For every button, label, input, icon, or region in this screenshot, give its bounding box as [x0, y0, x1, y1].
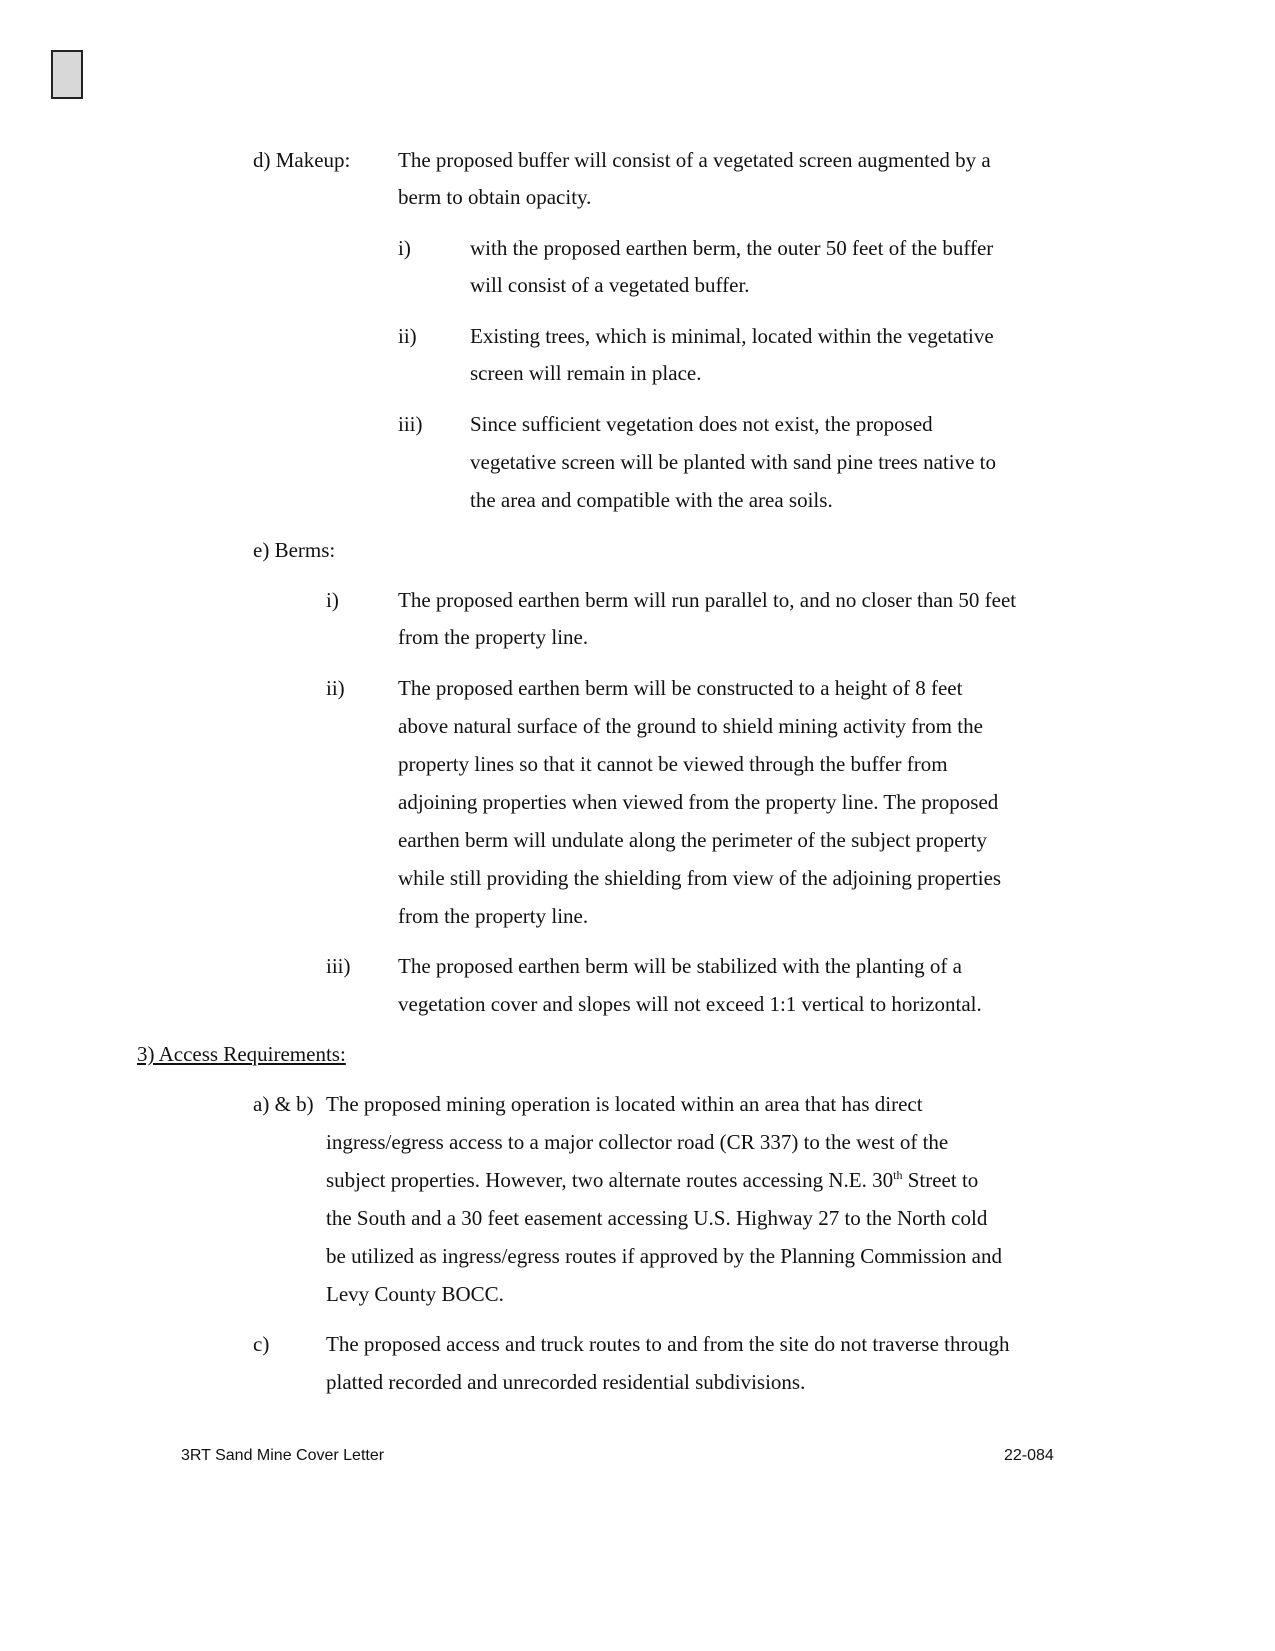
berms-label: e) Berms: [253, 538, 336, 562]
makeup-item-line: vegetative screen will be planted with sand pine trees native to [470, 450, 996, 474]
makeup-item-line: the area and compatible with the area soils. [470, 488, 833, 512]
berms-item-line: vegetation cover and slopes will not exceed 1:1 vertical to horizontal. [398, 992, 982, 1016]
footer-project-number: 22-084 [1004, 1447, 1054, 1464]
berms-item-line: property lines so that it cannot be viewed through the buffer from [398, 752, 948, 776]
access-ab-line: ingress/egress access to a major collector road (CR 337) to the west of the [326, 1130, 949, 1154]
berms-item-marker: iii) [326, 954, 351, 978]
access-c-marker: c) [253, 1332, 270, 1356]
berms-item-line: The proposed earthen berm will be constructed to a height of 8 feet [398, 676, 963, 700]
access-ab-line [326, 1168, 978, 1192]
corner-box [51, 50, 83, 99]
berms-item-marker: ii) [326, 676, 345, 700]
makeup-item-line: Existing trees, which is minimal, located within the vegetative [470, 324, 994, 348]
access-ab-text: subject properties. However, two alternate routes accessing N.E. 30 [326, 1168, 894, 1192]
berms-item-line: adjoining properties when viewed from the property line. The proposed [398, 790, 999, 814]
access-c-line: platted recorded and unrecorded residential subdivisions. [326, 1370, 806, 1394]
makeup-item-marker: ii) [398, 324, 417, 348]
berms-item-line: earthen berm will undulate along the perimeter of the subject property [398, 828, 987, 852]
access-ab-line: be utilized as ingress/egress routes if approved by the Planning Commission and [326, 1244, 1002, 1268]
footer-title: 3RT Sand Mine Cover Letter [181, 1447, 385, 1464]
berms-item-line: from the property line. [398, 625, 589, 649]
access-ab-text: Street to [902, 1168, 979, 1192]
access-ab-line: The proposed mining operation is located within an area that has direct [326, 1092, 923, 1116]
access-ab-line: the South and a 30 feet easement accessing U.S. Highway 27 to the North cold [326, 1206, 988, 1230]
makeup-item-line: with the proposed earthen berm, the outer 50 feet of the buffer [470, 236, 994, 260]
makeup-item-line: screen will remain in place. [470, 361, 702, 385]
makeup-text-line: The proposed buffer will consist of a vegetated screen augmented by a [398, 148, 991, 172]
berms-item-line: The proposed earthen berm will be stabilized with the planting of a [398, 954, 962, 978]
access-ab-line: Levy County BOCC. [326, 1282, 504, 1306]
makeup-item-marker: i) [398, 236, 411, 260]
berms-item-line: The proposed earthen berm will run parallel to, and no closer than 50 feet [398, 588, 1017, 612]
makeup-label: d) Makeup: [253, 148, 351, 172]
ordinal-superscript: th [893, 1168, 903, 1182]
berms-item-marker: i) [326, 588, 339, 612]
makeup-item-line: will consist of a vegetated buffer. [470, 273, 750, 297]
berms-item-line: from the property line. [398, 904, 589, 928]
berms-item-line: while still providing the shielding from view of the adjoining properties [398, 866, 1002, 890]
makeup-item-marker: iii) [398, 412, 423, 436]
access-ab-marker: a) & b) [253, 1092, 314, 1116]
access-heading: 3) Access Requirements: [137, 1042, 346, 1066]
makeup-item-line: Since sufficient vegetation does not exist, the proposed [470, 412, 933, 436]
berms-item-line: above natural surface of the ground to shield mining activity from the [398, 714, 983, 738]
access-c-line: The proposed access and truck routes to and from the site do not traverse through [326, 1332, 1010, 1356]
makeup-text-line: berm to obtain opacity. [398, 185, 592, 209]
